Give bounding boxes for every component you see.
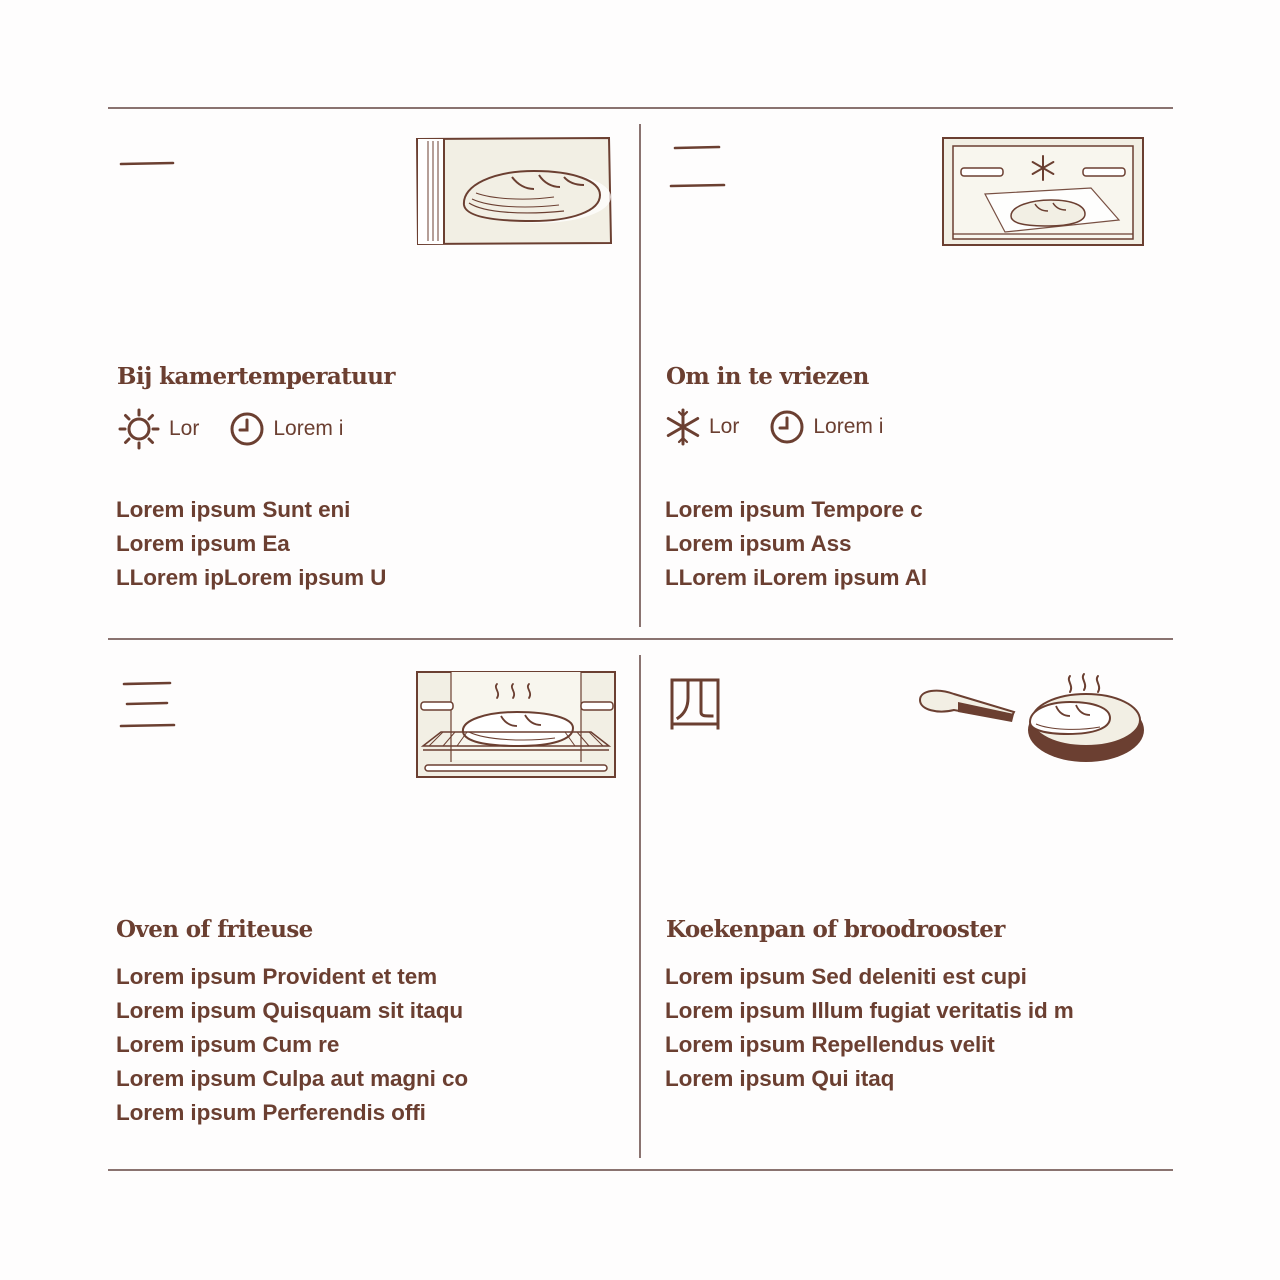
meta-time-text: Lorem i (273, 417, 344, 440)
instruction-list (665, 493, 927, 595)
middle-divider (108, 638, 1173, 640)
meta-item-time (229, 411, 343, 447)
meta-temperature-text: Lor (169, 417, 200, 440)
section-title: Koekenpan of broodrooster (666, 916, 1005, 943)
bread-in-bag-illustration (414, 135, 614, 247)
instruction-line: Lorem ipsum Sed deleniti est cupi (665, 964, 1027, 989)
instruction-line: Lorem ipsum Repellendus velit (665, 1032, 995, 1057)
section-meta (665, 407, 913, 447)
instruction-line: LLorem ipLorem ipsum U (116, 565, 387, 590)
meta-item-temperature (117, 407, 199, 451)
instruction-list (116, 493, 386, 595)
meta-time-text: Lorem i (813, 415, 884, 438)
meta-item-time (769, 409, 883, 445)
instruction-line: Lorem ipsum Quisquam sit itaqu (116, 998, 464, 1023)
instruction-line: Lorem ipsum Culpa aut magni co (116, 1066, 469, 1091)
instruction-line: Lorem ipsum Cum re (116, 1032, 340, 1057)
instruction-line: Lorem ipsum Qui itaq (665, 1066, 895, 1091)
instruction-list (665, 960, 1074, 1096)
bread-in-pan-illustration (918, 668, 1148, 768)
numeral-four (668, 674, 724, 732)
instruction-line: Lorem ipsum Illum fugiat veritatis id m (665, 998, 1074, 1023)
clock-icon (229, 411, 265, 447)
numeral-one (118, 150, 178, 180)
sun-icon (117, 407, 161, 451)
numeral-three (118, 680, 178, 732)
instruction-line: Lorem ipsum Perferendis offi (116, 1100, 426, 1125)
lower-column-divider (639, 655, 641, 1158)
bread-in-oven-illustration (415, 670, 617, 780)
meta-item-temperature (665, 407, 739, 447)
instruction-line: Lorem ipsum Sunt eni (116, 497, 351, 522)
instruction-line: Lorem ipsum Ass (665, 531, 852, 556)
section-title: Om in te vriezen (666, 363, 869, 390)
section-title: Oven of friteuse (116, 916, 313, 943)
instruction-line: Lorem ipsum Ea (116, 531, 290, 556)
section-title: Bij kamertemperatuur (117, 363, 395, 390)
top-divider (108, 107, 1173, 109)
snowflake-icon (665, 407, 701, 447)
section-meta (117, 407, 373, 451)
instruction-line: LLorem iLorem ipsum Al (665, 565, 927, 590)
meta-temperature-text: Lor (709, 415, 740, 438)
clock-icon (769, 409, 805, 445)
instruction-line: Lorem ipsum Provident et tem (116, 964, 438, 989)
bread-in-freezer-illustration (941, 136, 1145, 248)
instruction-list (116, 960, 468, 1130)
upper-column-divider (639, 124, 641, 627)
instruction-line: Lorem ipsum Tempore c (665, 497, 923, 522)
numeral-two (668, 142, 728, 194)
bottom-divider (108, 1169, 1173, 1171)
